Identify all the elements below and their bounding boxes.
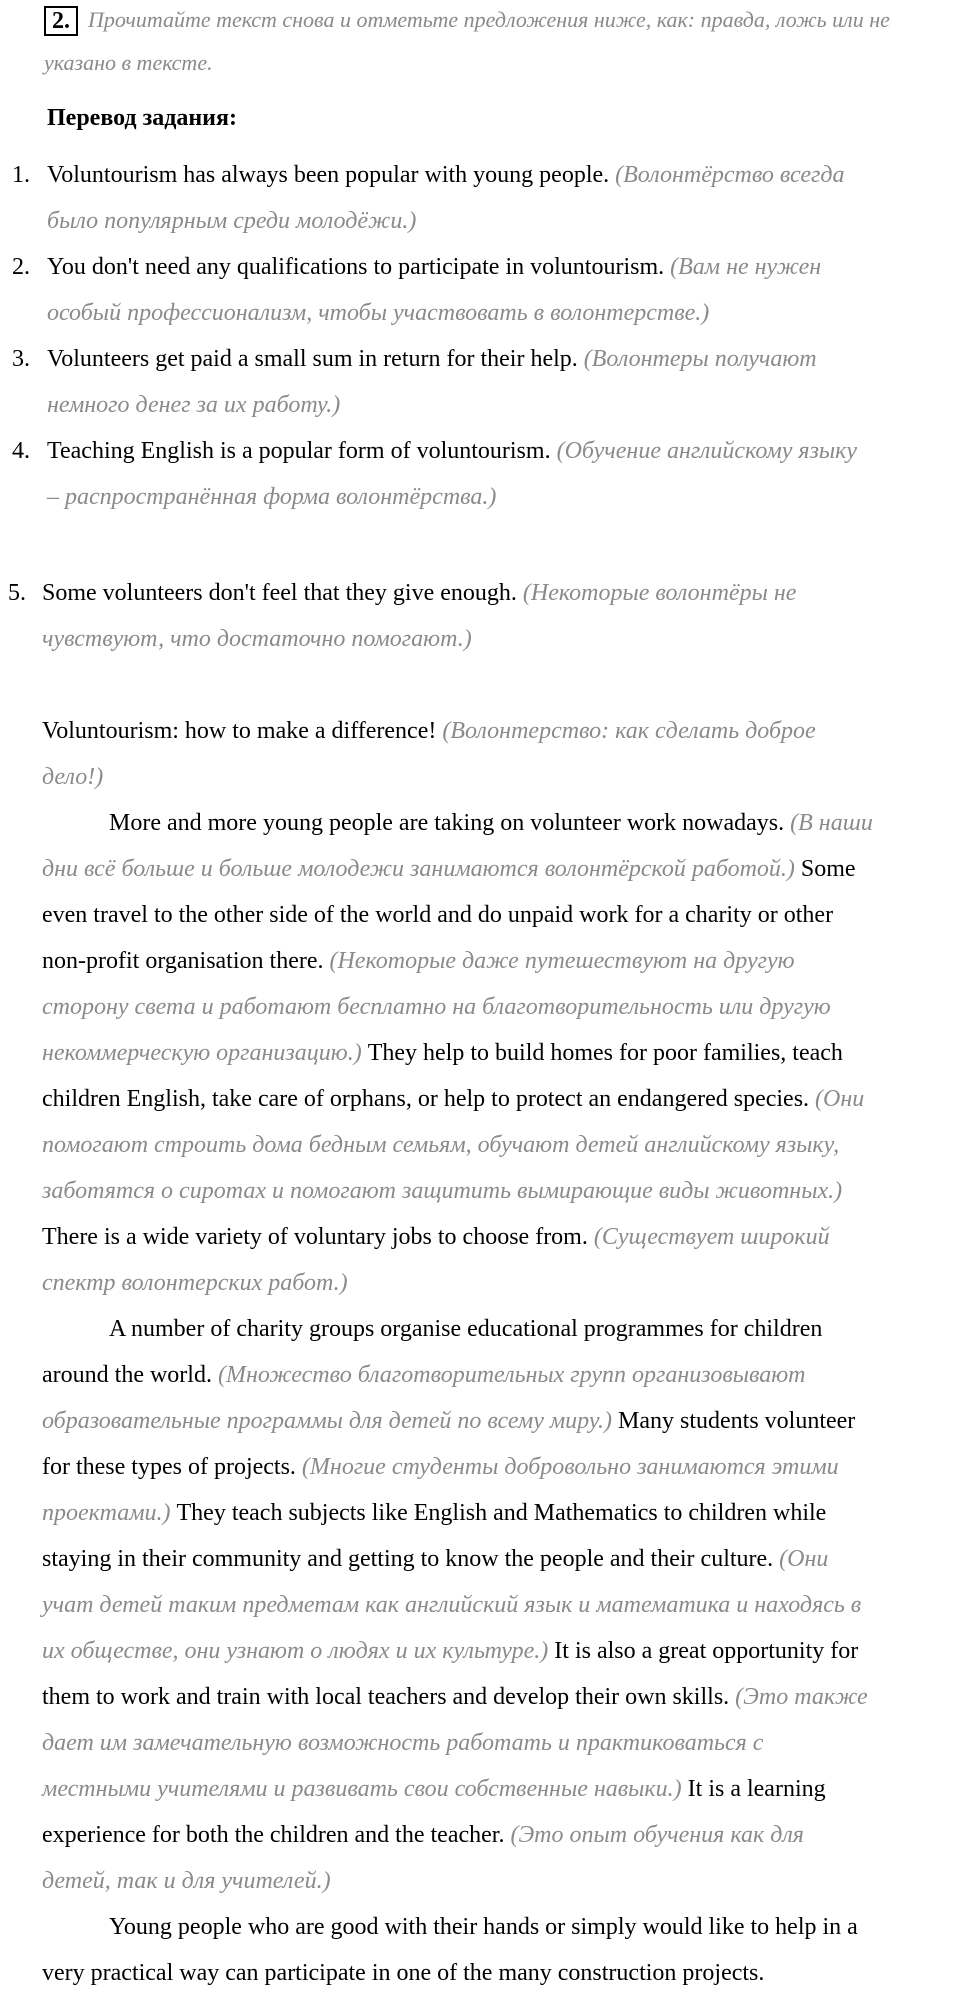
russian-text: (Они bbox=[779, 1546, 829, 1572]
article-line bbox=[42, 1820, 804, 1850]
english-text: It is also a great opportunity for bbox=[554, 1638, 859, 1664]
article-line bbox=[42, 1452, 839, 1482]
article-line: сторону света и работают бесплатно на благотворительность или другую bbox=[42, 994, 831, 1020]
item-2-line-1 bbox=[47, 252, 821, 282]
russian-text: (Множество благотворительных групп организовывают bbox=[217, 1362, 806, 1388]
article-title-russian: дело!) bbox=[42, 764, 104, 790]
russian-text: (Некоторые даже путешествуют на другую bbox=[329, 948, 795, 974]
english-text: More and more young people are taking on volunteer work nowadays. bbox=[109, 810, 785, 836]
article-line bbox=[42, 1636, 858, 1666]
english-text: There is a wide variety of voluntary jobs to choose from. bbox=[42, 1224, 588, 1250]
article-line: very practical way can participate in one of the many construction projects. bbox=[42, 1960, 765, 1986]
english-text: They teach subjects like English and Mathematics to children while bbox=[176, 1500, 827, 1526]
item-russian: – распространённая форма волонтёрства.) bbox=[47, 484, 497, 510]
english-text: for these types of projects. bbox=[42, 1454, 296, 1480]
russian-text: местными учителями и развивать свои собственные навыки.) bbox=[42, 1776, 682, 1802]
russian-text: (В наши bbox=[790, 810, 873, 836]
item-5-line-1 bbox=[42, 578, 796, 608]
item-english: Voluntourism has always been popular with young people. bbox=[47, 162, 610, 188]
article-line bbox=[42, 1406, 855, 1436]
item-english: Volunteers get paid a small sum in return for their help. bbox=[47, 346, 578, 372]
item-english: You don't need any qualifications to participate in voluntourism. bbox=[47, 254, 665, 280]
english-text: They help to build homes for poor families, teach bbox=[367, 1040, 843, 1066]
article-line bbox=[42, 1084, 864, 1114]
article-line bbox=[109, 808, 873, 838]
english-text: around the world. bbox=[42, 1362, 212, 1388]
item-russian: особый профессионализм, чтобы участвовать в волонтерстве.) bbox=[47, 300, 710, 326]
russian-text: образовательные программы для детей по всему миру.) bbox=[42, 1408, 612, 1434]
article-line bbox=[42, 1222, 830, 1252]
article-line: детей, так и для учителей.) bbox=[42, 1868, 331, 1894]
item-number: 3. bbox=[12, 346, 30, 372]
article-line bbox=[42, 946, 795, 976]
russian-text: (Они bbox=[815, 1086, 865, 1112]
article-line bbox=[42, 1682, 868, 1712]
item-russian: (Волонтеры получают bbox=[583, 346, 817, 372]
item-russian: (Некоторые волонтёры не bbox=[522, 580, 797, 606]
article-line: помогают строить дома бедным семьям, обучают детей английскому языку, bbox=[42, 1132, 840, 1158]
article-line bbox=[42, 1498, 826, 1528]
article-line bbox=[42, 1360, 806, 1390]
english-text: them to work and train with local teachers and develop their own skills. bbox=[42, 1684, 730, 1710]
russian-text: некоммерческую организацию.) bbox=[42, 1040, 362, 1066]
item-number: 2. bbox=[12, 254, 30, 280]
article-title-russian: (Волонтерство: как сделать доброе bbox=[442, 718, 816, 744]
russian-text: (Это также bbox=[735, 1684, 868, 1710]
article-line bbox=[42, 854, 856, 884]
article-line: A number of charity groups organise educational programmes for children bbox=[109, 1316, 823, 1342]
english-text: staying in their community and getting to know the people and their culture. bbox=[42, 1546, 774, 1572]
article-line: Young people who are good with their hands or simply would like to help in a bbox=[109, 1914, 858, 1940]
item-number: 5. bbox=[8, 580, 26, 606]
item-russian: чувствуют, что достаточно помогают.) bbox=[42, 626, 472, 652]
russian-text: (Это опыт обучения как для bbox=[510, 1822, 804, 1848]
item-russian: (Волонтёрство всегда bbox=[615, 162, 845, 188]
article-line bbox=[42, 1774, 826, 1804]
item-number: 1. bbox=[12, 162, 30, 188]
article-line bbox=[42, 1038, 843, 1068]
item-russian: было популярным среди молодёжи.) bbox=[47, 208, 417, 234]
english-text: It is a learning bbox=[687, 1776, 826, 1802]
article-line: учат детей таким предметам как английский язык и математика и находясь в bbox=[42, 1592, 862, 1618]
russian-text: дни всё больше и больше молодежи занимаются волонтёрской работой.) bbox=[42, 856, 795, 882]
article-title bbox=[42, 716, 816, 746]
item-english: Some volunteers don't feel that they give enough. bbox=[42, 580, 517, 606]
item-russian: (Обучение английскому языку bbox=[556, 438, 858, 464]
task-instruction-line-2: указано в тексте. bbox=[44, 50, 213, 75]
article-line: even travel to the other side of the world and do unpaid work for a charity or other bbox=[42, 902, 834, 928]
item-english: Teaching English is a popular form of voluntourism. bbox=[47, 438, 551, 464]
article-line: дает им замечательную возможность работать и практиковаться с bbox=[42, 1730, 764, 1756]
task-number-box: 2. bbox=[44, 6, 78, 36]
russian-text: проектами.) bbox=[42, 1500, 171, 1526]
article-line bbox=[42, 1544, 828, 1574]
item-russian: (Вам не нужен bbox=[670, 254, 822, 280]
item-1-line-1 bbox=[47, 160, 845, 190]
russian-text: (Многие студенты добровольно занимаются этими bbox=[301, 1454, 839, 1480]
item-russian: немного денег за их работу.) bbox=[47, 392, 341, 418]
article-line: спектр волонтерских работ.) bbox=[42, 1270, 348, 1296]
item-number: 4. bbox=[12, 438, 30, 464]
task-instruction-line-1: Прочитайте текст снова и отметьте предложения ниже, как: правда, ложь или не bbox=[88, 7, 890, 32]
translation-heading: Перевод задания: bbox=[47, 105, 237, 131]
english-text: Many students volunteer bbox=[618, 1408, 856, 1434]
russian-text: (Существует широкий bbox=[593, 1224, 830, 1250]
article-line: заботятся о сиротах и помогают защитить вымирающие виды животных.) bbox=[42, 1178, 843, 1204]
english-text: children English, take care of orphans, or help to protect an endangered species. bbox=[42, 1086, 810, 1112]
article-title-english: Voluntourism: how to make a difference! bbox=[42, 718, 437, 744]
item-3-line-1 bbox=[47, 344, 817, 374]
english-text: experience for both the children and the teacher. bbox=[42, 1822, 505, 1848]
russian-text: их обществе, они узнают о людях и их культуре.) bbox=[42, 1638, 549, 1664]
item-4-line-1 bbox=[47, 436, 857, 466]
english-text: non-profit organisation there. bbox=[42, 948, 324, 974]
english-text: Some bbox=[800, 856, 856, 882]
